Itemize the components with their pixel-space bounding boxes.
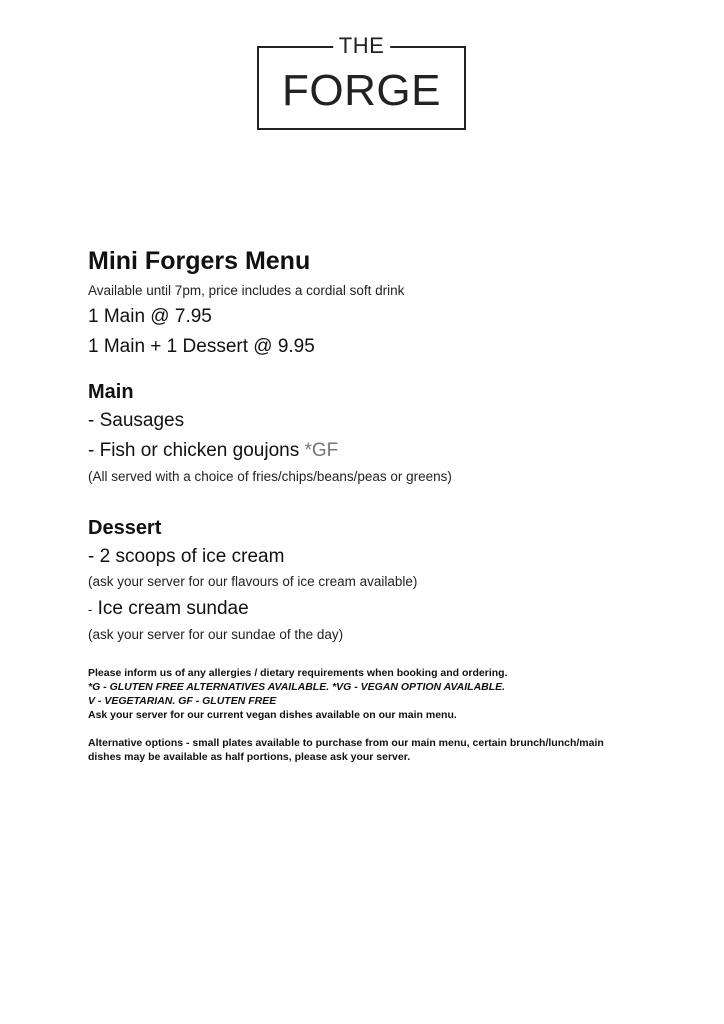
dessert-item-ice-cream: - 2 scoops of ice cream <box>88 546 285 567</box>
main-note: (All served with a choice of fries/chips/beans/peas or greens) <box>88 469 452 484</box>
allergy-note: Please inform us of any allergies / dietary requirements when booking and ordering. <box>88 667 508 679</box>
price-main: 1 Main @ 7.95 <box>88 306 212 327</box>
main-item-goujons-label: - Fish or chicken goujons <box>88 440 300 461</box>
availability-text: Available until 7pm, price includes a cordial soft drink <box>88 283 405 298</box>
gluten-vegan-note: *G - GLUTEN FREE ALTERNATIVES AVAILABLE. *VG - VEGAN OPTION AVAILABLE. <box>88 681 506 693</box>
dessert-sundae-note: (ask your server for our sundae of the day) <box>88 627 344 642</box>
dietary-notes <box>88 666 688 764</box>
logo-forge-text: FORGE <box>282 66 441 115</box>
main-item-sausages: - Sausages <box>88 410 185 431</box>
dessert-sundae-label: Ice cream sundae <box>97 598 249 619</box>
menu-content <box>88 244 688 764</box>
vegan-dishes-note: Ask your server for our current vegan dishes available on our main menu. <box>88 709 457 721</box>
price-main-dessert: 1 Main + 1 Dessert @ 9.95 <box>88 336 315 357</box>
logo-the-text: THE <box>333 34 391 58</box>
dietary-key-note: V - VEGETARIAN. GF - GLUTEN FREE <box>88 695 277 707</box>
dessert-ice-cream-note: (ask your server for our flavours of ice cream available) <box>88 574 418 589</box>
dessert-heading: Dessert <box>88 517 162 539</box>
alternative-options-note: Alternative options - small plates available to purchase from our main menu, certain brunch/lunch/main dishes may be available as half portions, please ask your server. <box>88 737 604 763</box>
gf-tag: *GF <box>304 440 339 461</box>
dessert-item-sundae <box>88 594 688 625</box>
dessert-sundae-dash: - <box>88 602 93 617</box>
menu-title: Mini Forgers Menu <box>88 247 311 275</box>
forge-logo <box>257 33 466 130</box>
main-item-goujons <box>88 436 688 466</box>
main-heading: Main <box>88 381 134 403</box>
